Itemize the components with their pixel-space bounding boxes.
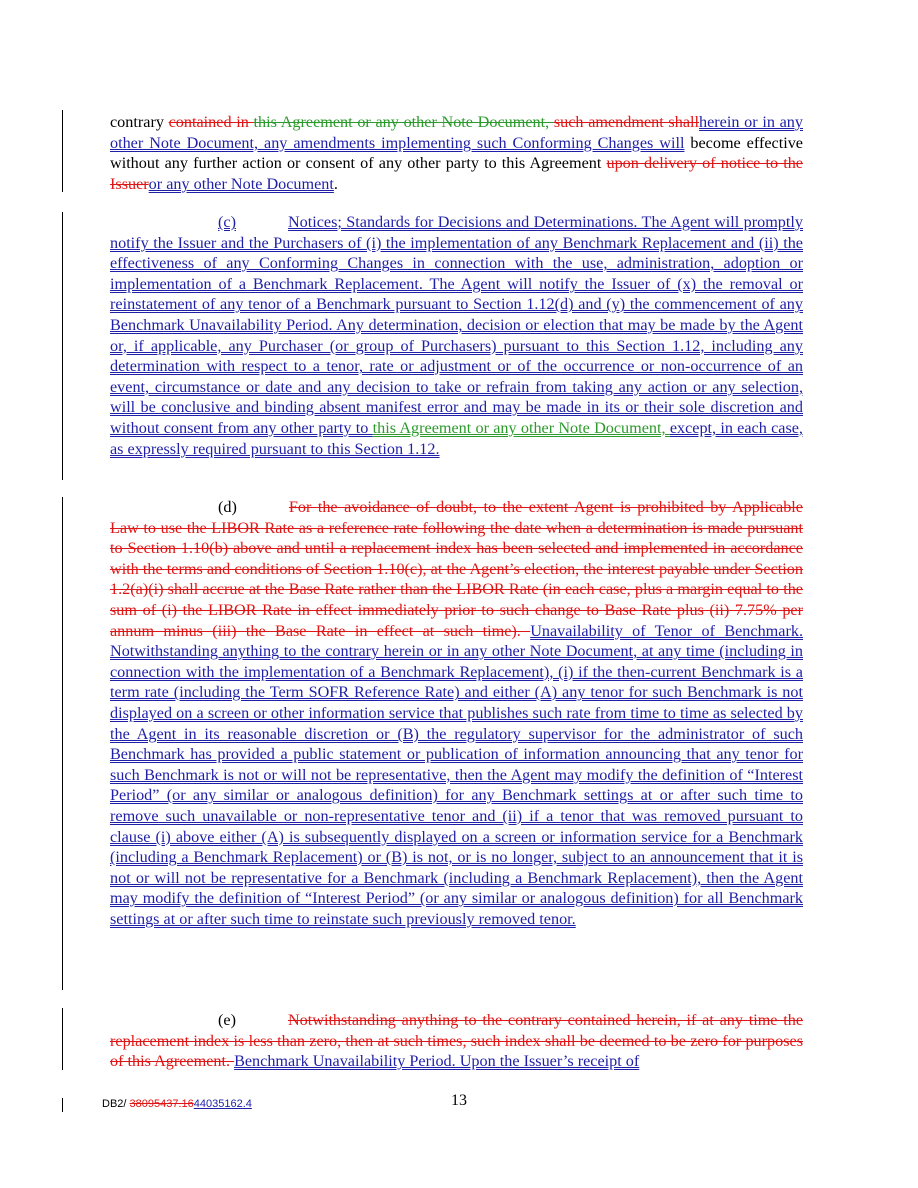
paragraph-continuation <box>110 112 803 194</box>
text-run: contrary <box>110 113 169 131</box>
inserted-text: Notices; Standards for Decisions and Determinations. The Agent will promptly notify the Issuer and the Purchasers of (i) the implementation of any Benchmark Replacement and (ii) the effectiveness of any Conforming Changes in connection with the use, administration, adoption or implementation of a Benchmark Replacement. The Agent will notify the Issuer of (x) the removal or reinstatement of any tenor of a Benchmark pursuant to Section 1.12(d) and (y) the commencement of any Benchmark Unavailability Period. Any determination, decision or election that may be made by the Agent or, if applicable, any Purchaser (or group of Purchasers) pursuant to this Section 1.12, including any determination with respect to a tenor, rate or adjustment or of the occurrence or non-occurrence of an event, circumstance or date and any decision to take or refrain from taking any action or any selection, will be conclusive and binding absent manifest error and may be made in its or their sole discretion and without consent from any other party to <box>110 213 803 437</box>
inserted-text: herein or in any other Note Document, any amendments implementing such Conforming Changes will <box>110 113 803 152</box>
change-bar <box>62 212 63 480</box>
document-id-prefix: DB2/ <box>102 1098 130 1110</box>
deleted-text: such amendment shall <box>553 113 700 131</box>
text-run: become effective without any further action or consent of any other party to this Agreement <box>110 133 803 173</box>
paragraph-c <box>110 212 803 459</box>
paragraph-e <box>110 1010 803 1072</box>
text-run: . <box>333 174 338 193</box>
deleted-document-id: 38095437.16 <box>129 1098 194 1110</box>
deleted-text: Notwithstanding anything to the contrary contained herein, if at any time the replacement index is less than zero, then at such times, such index shall be deemed to be zero for purposes of this Agreement. <box>110 1011 803 1071</box>
inserted-text: Unavailability of Tenor of Benchmark. Notwithstanding anything to the contrary herein or in any other Note Document, at any time (including in connection with the implementation of a Benchmark Replacement), (i) if the then-current Benchmark is a term rate (including the Term SOFR Reference Rate) and either (A) any tenor for such Benchmark is not displayed on a screen or other information service that publishes such rate from time to time as selected by the Agent in its reasonable discretion or (B) the regulatory supervisor for the administrator of such Benchmark has provided a public statement or publication of information announcing that any tenor for such Benchmark is not or will not be representative, then the Agent may modify the definition of “Interest Period” (or any similar or analogous definition) for any Benchmark settings at or after such time to remove such unavailable or non-representative tenor and (ii) if a tenor that was removed pursuant to clause (i) above either (A) is subsequently displayed on a screen or information service for a Benchmark (including a Benchmark Replacement) or (B) is not, or is no longer, subject to an announcement that it is not or will not be representative for a Benchmark (including a Benchmark Replacement), then the Agent may modify the definition of “Interest Period” (or any similar or analogous definition) for all Benchmark settings at or after such time to reinstate such previously removed tenor. <box>110 621 803 928</box>
moved-text: this Agreement or any other Note Document, <box>253 113 554 131</box>
deleted-text: upon delivery of notice to the Issuer <box>110 154 803 193</box>
inserted-text: Benchmark Unavailability Period. Upon the Issuer’s receipt of <box>234 1052 640 1071</box>
moved-text: this Agreement or any other Note Document, <box>372 418 670 437</box>
section-label-c: (c) <box>218 213 236 231</box>
inserted-text: or any other Note Document <box>148 174 334 193</box>
page-number: 13 <box>451 1092 467 1109</box>
paragraph-d <box>110 497 803 929</box>
section-label-e: (e) <box>218 1011 236 1029</box>
inserted-text: except, in each case, as expressly required pursuant to this Section 1.12. <box>110 418 803 458</box>
change-bar <box>62 497 63 990</box>
inserted-document-id: 44035162.4 <box>193 1098 252 1110</box>
deleted-text: For the avoidance of doubt, to the extent Agent is prohibited by Applicable Law to use the LIBOR Rate as a reference rate following the date when a determination is made pursuant to Section 1.10(b) above and until a replacement index has been selected and implemented in accordance with the terms and conditions of Section 1.10(c), at the Agent’s election, the interest payable under Section 1.2(a)(i) shall accrue at the Base Rate rather than the LIBOR Rate (in each case, plus a margin equal to the sum of (i) the LIBOR Rate in effect immediately prior to such change to Base Rate plus (ii) 7.75% per annum minus (iii) the Base Rate in effect at such time). <box>110 498 803 640</box>
deleted-text: contained in <box>168 113 254 131</box>
change-bar <box>62 110 63 192</box>
section-label-d: (d) <box>218 498 237 516</box>
change-bar <box>62 1008 63 1070</box>
